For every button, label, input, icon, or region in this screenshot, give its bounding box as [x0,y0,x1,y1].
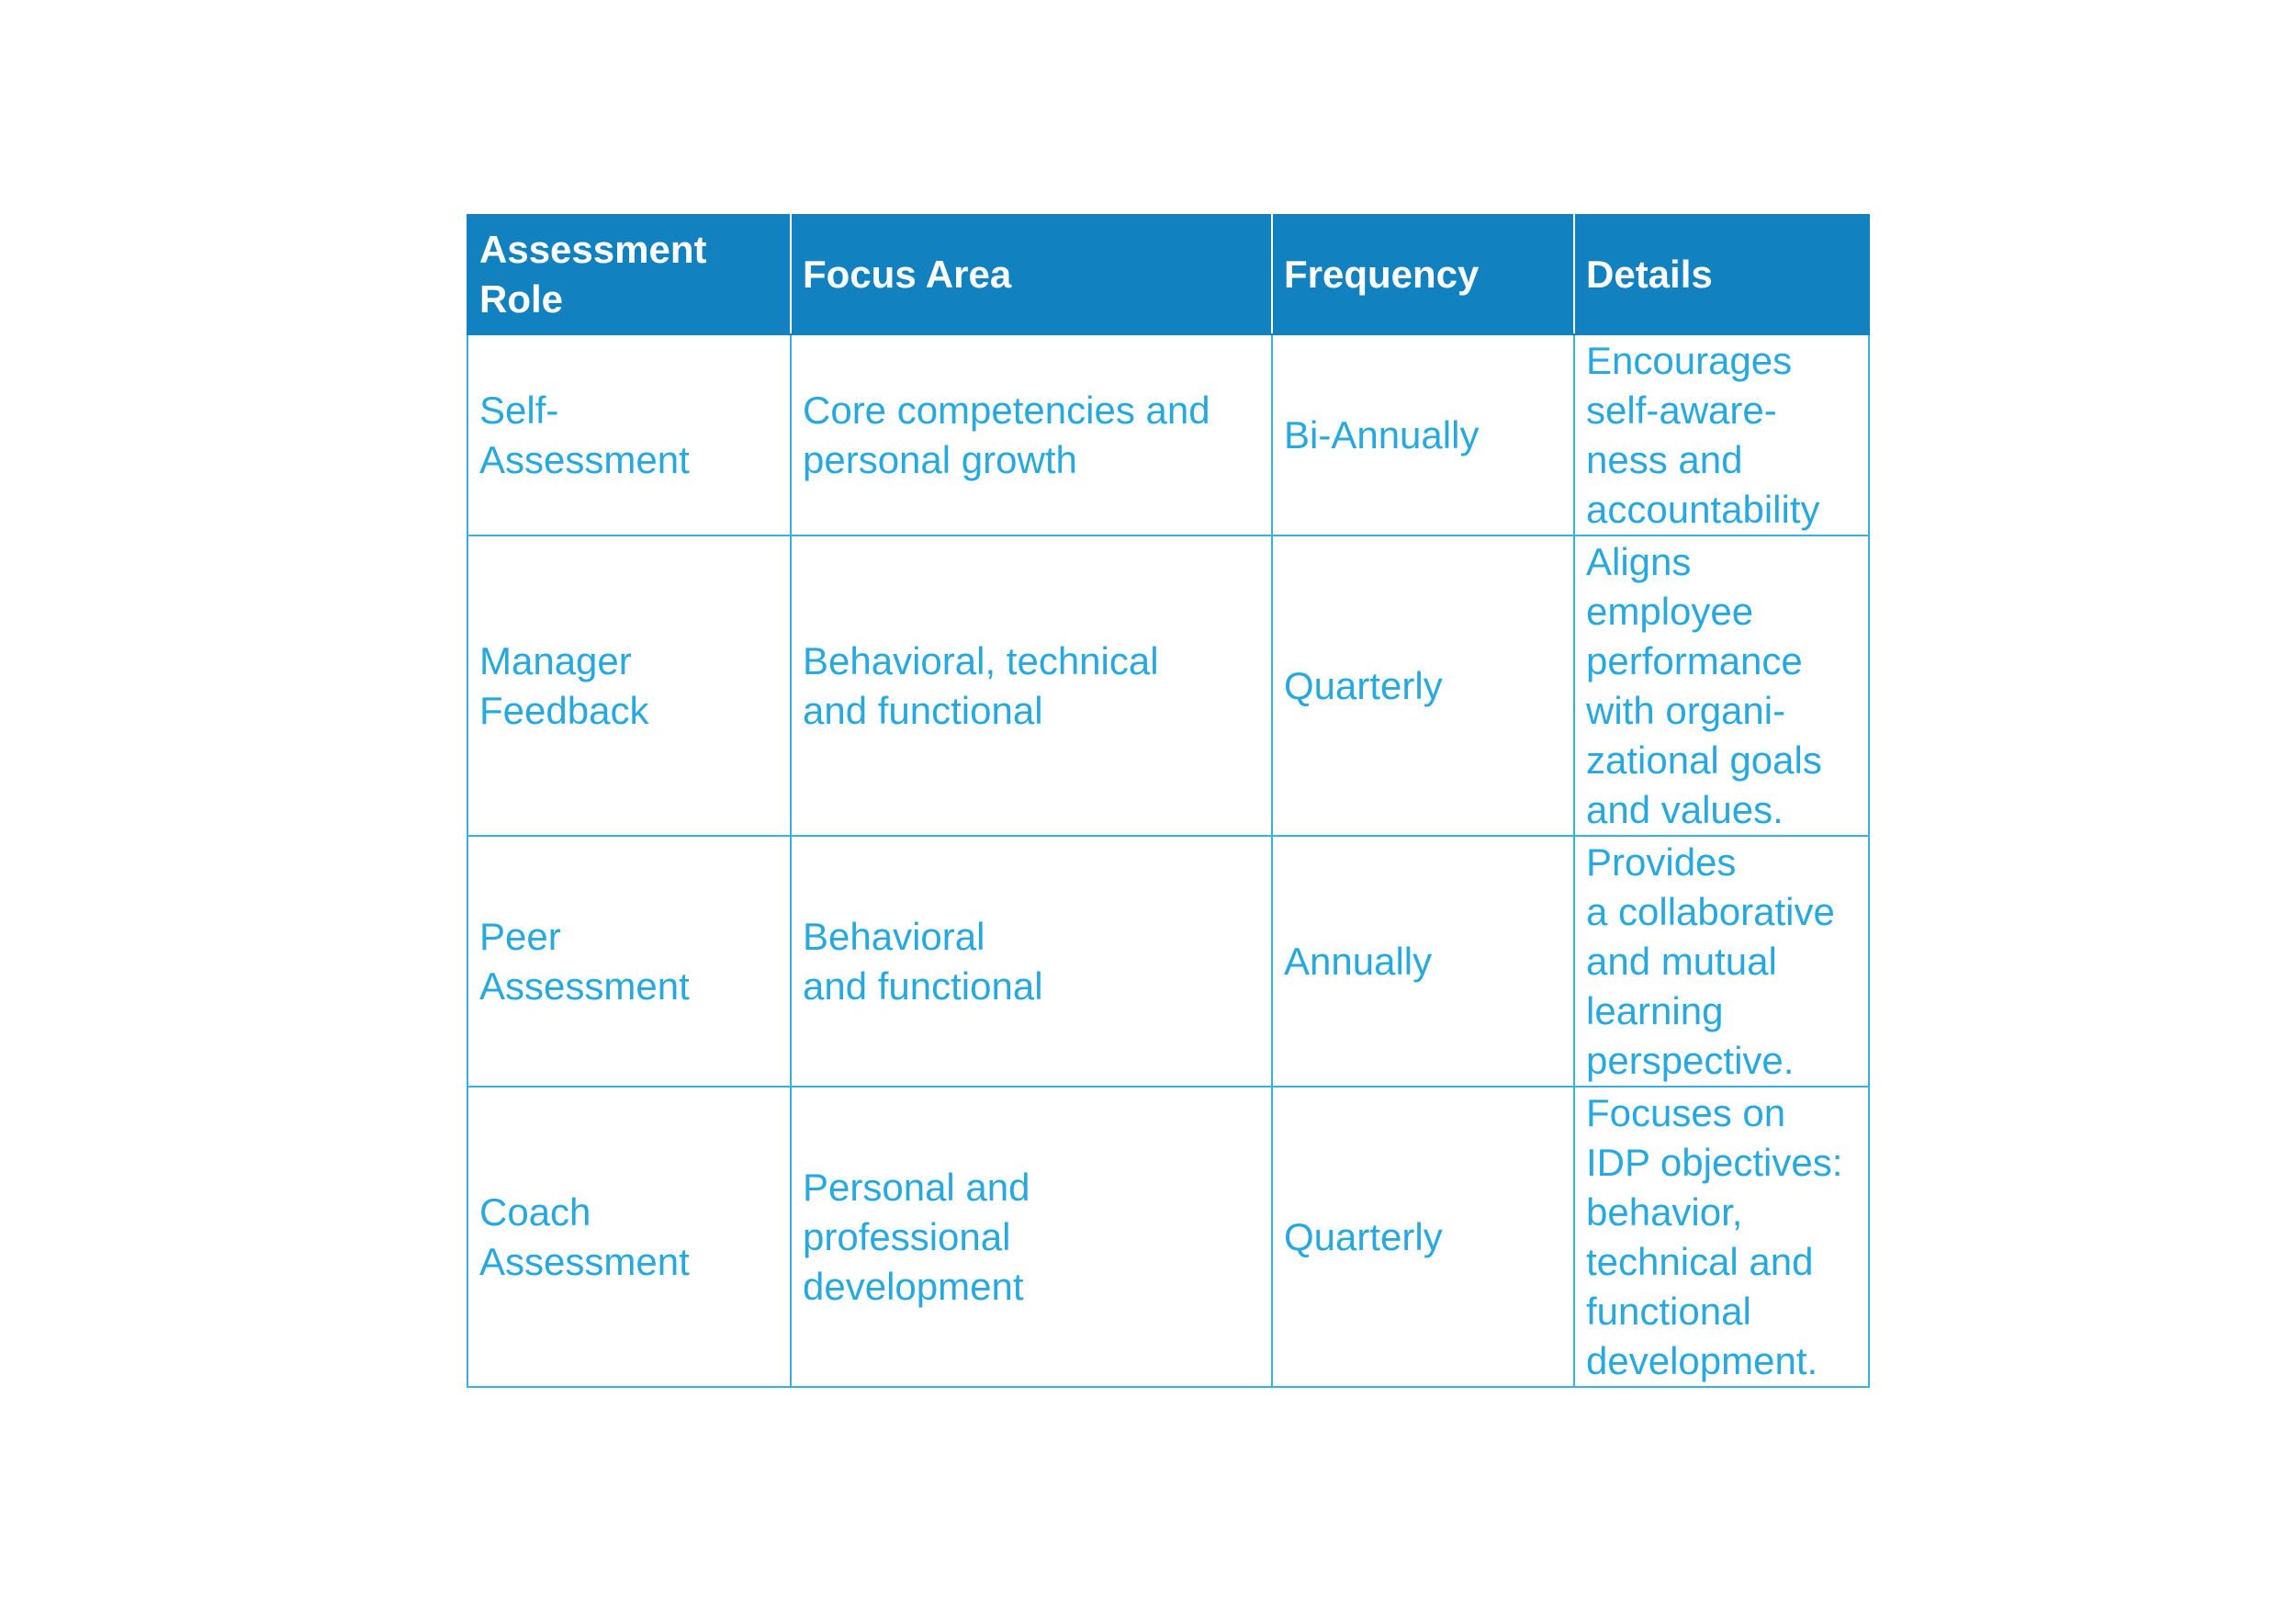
table-header [467,215,1869,334]
table-row [467,1087,1869,1387]
cell-focus: Behavioral, technical and functional [791,535,1272,836]
header-details: Details [1574,215,1869,334]
cell-frequency: Bi-Annually [1272,334,1574,535]
header-frequency: Frequency [1272,215,1574,334]
cell-frequency: Quarterly [1272,1087,1574,1387]
cell-details: Focuses on IDP objectives: behavior, technical and functional development. [1574,1087,1869,1387]
cell-role: Peer Assessment [467,836,791,1087]
header-assessment-role: Assessment Role [467,215,791,334]
cell-focus: Behavioral and functional [791,836,1272,1087]
cell-role: Coach Assessment [467,1087,791,1387]
cell-focus: Personal and professional development [791,1087,1272,1387]
assessment-table [467,214,1870,1388]
table-body [467,334,1869,1387]
table-row [467,334,1869,535]
cell-role: Manager Feedback [467,535,791,836]
cell-details: Encourages self-aware- ness and accountability [1574,334,1869,535]
cell-details: Provides a collaborative and mutual learning perspective. [1574,836,1869,1087]
header-row [467,215,1869,334]
cell-frequency: Quarterly [1272,535,1574,836]
table-row [467,836,1869,1087]
table-row [467,535,1869,836]
cell-frequency: Annually [1272,836,1574,1087]
cell-focus: Core competencies and personal growth [791,334,1272,535]
cell-role: Self- Assessment [467,334,791,535]
header-focus-area: Focus Area [791,215,1272,334]
cell-details: Aligns employee performance with organi- zational goals and values. [1574,535,1869,836]
